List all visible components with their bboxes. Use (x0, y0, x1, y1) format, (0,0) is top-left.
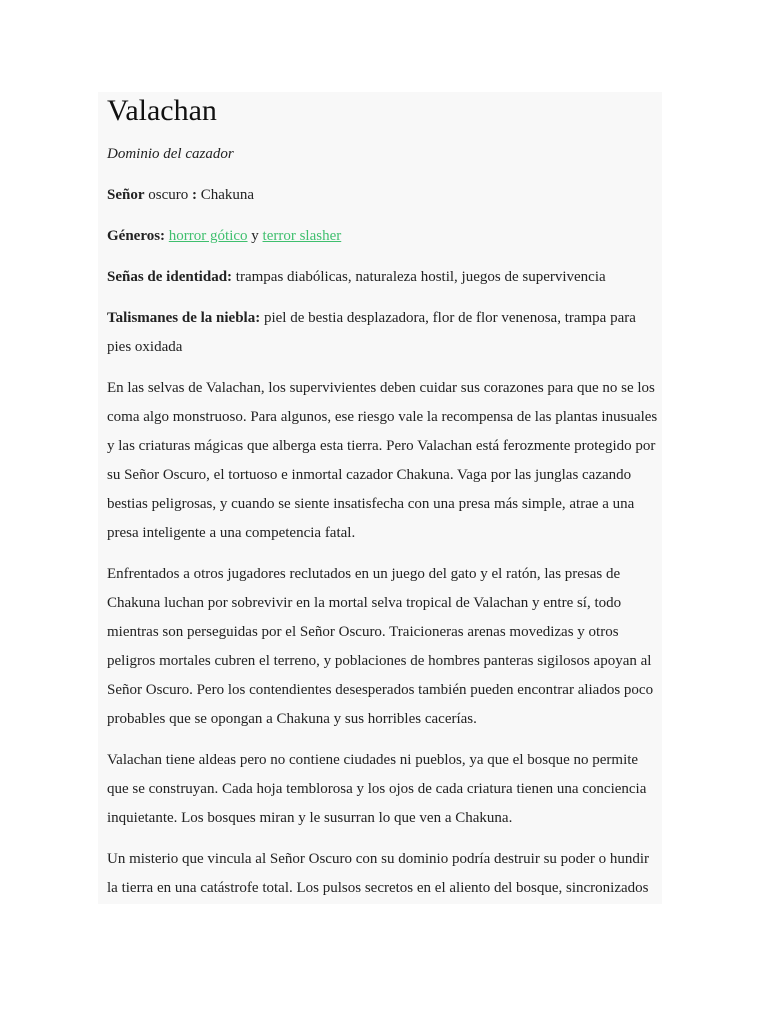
dark-lord-value: Chakuna (197, 187, 255, 203)
talismans-line (107, 304, 662, 362)
identity-line (107, 263, 662, 292)
body-paragraph: En las selvas de Valachan, los supervivientes deben cuidar sus corazones para que no se los coma algo monstruoso. Para algunos, ese riesgo vale la recompensa de las plantas inusuales y las criaturas mágicas que alberga esta tierra. Pero Valachan está ferozmente protegido por su Señor Oscuro, el tortuoso e inmortal cazador Chakuna. Vaga por las junglas cazando bestias peligrosas, y cuando se siente insatisfecha con una presa más simple, atrae a una presa inteligente a una competencia fatal. (107, 380, 658, 541)
genres-conjunction: y (247, 228, 263, 244)
dark-lord-label-bold: Señor (107, 187, 145, 203)
identity-value: trampas diabólicas, naturaleza hostil, juegos de supervivencia (232, 269, 606, 285)
body-paragraph: Un misterio que vincula al Señor Oscuro con su dominio podría destruir su poder o hundir la tierra en una catástrofe total. Los pulsos secretos en el aliento del bosque, sincronizados (107, 851, 649, 896)
talismans-label: Talismanes de la niebla: (107, 310, 261, 326)
dark-lord-colon: : (192, 187, 197, 203)
dark-lord-line (107, 181, 662, 210)
genre-link-slasher-terror[interactable]: terror slasher (262, 228, 342, 244)
body-paragraph: Valachan tiene aldeas pero no contiene ciudades ni pueblos, ya que el bosque no permite que se construyan. Cada hoja temblorosa y los ojos de cada criatura tienen una conciencia inquietante. Los bosques miran y le susurran lo que ven a Chakuna. (107, 752, 647, 826)
talismans-value: piel de bestia desplazadora, flor de flor venenosa, trampa para pies oxidada (107, 310, 636, 355)
genre-link-gothic-horror[interactable]: horror gótico (168, 228, 248, 244)
page-title: Valachan (107, 94, 217, 127)
body-paragraph: Enfrentados a otros jugadores reclutados en un juego del gato y el ratón, las presas de Chakuna luchan por sobrevivir en la mortal selva tropical de Valachan y entre sí, todo mientras son perseguidas por el Señor Oscuro. Traicioneras arenas movedizas y otros peligros mortales cubren el terreno, y poblaciones de hombres panteras sigilosos apoyan al Señor Oscuro. Pero los contendientes desesperados también pueden encontrar aliados poco probables que se opongan a Chakuna y sus horribles cacerías. (107, 566, 654, 727)
page-subtitle: Dominio del cazador (107, 146, 234, 162)
document-page (98, 92, 662, 904)
genres-label: Géneros: (107, 228, 166, 244)
document-content (107, 92, 662, 903)
dark-lord-label-rest: oscuro (144, 187, 192, 203)
identity-label: Señas de identidad: (107, 269, 233, 285)
genres-line (107, 222, 662, 251)
